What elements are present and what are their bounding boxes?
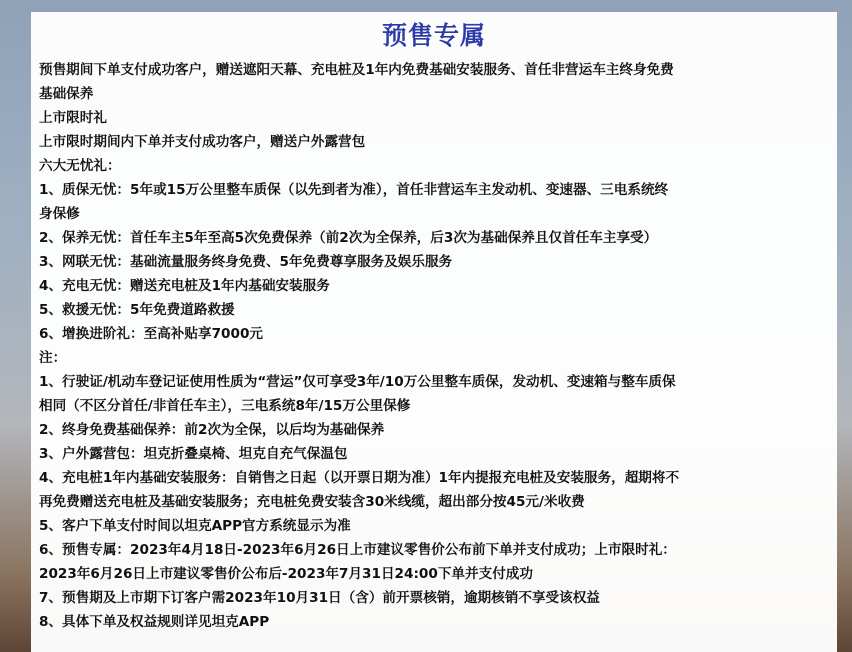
text-line: 4、充电无忧：赠送充电桩及1年内基础安装服务 — [39, 278, 330, 294]
section-heading: 六大无忧礼： — [39, 158, 121, 174]
text-line: 3、网联无忧：基础流量服务终身免费、5年免费尊享服务及娱乐服务 — [39, 254, 453, 270]
text-line: 上市限时期间内下单并支付成功客户，赠送户外露营包 — [39, 134, 366, 150]
text-line: 5、救援无忧：5年免费道路救援 — [39, 302, 235, 318]
text-line: 基础保养 — [39, 86, 94, 102]
section-heading: 上市限时礼 — [39, 110, 107, 126]
text-line: 3、户外露营包：坦克折叠桌椅、坦克自充气保温包 — [39, 446, 348, 462]
page-title: 预售专属 — [381, 21, 486, 50]
text-line: 7、预售期及上市期下订客户需2023年10月31日（含）前开票核销，逾期核销不享受该权益 — [39, 590, 600, 606]
text-line: 相同（不区分首任/非首任车主），三电系统8年/15万公里保修 — [39, 398, 411, 414]
text-line: 预售期间下单支付成功客户，赠送遮阳天幕、充电桩及1年内免费基础安装服务、首任非营运车主终身免费 — [39, 62, 674, 78]
text-line: 4、充电桩1年内基础安装服务：自销售之日起（以开票日期为准）1年内提报充电桩及安装服务，超期将不 — [39, 470, 680, 486]
text-line: 1、行驶证/机动车登记证使用性质为“营运”仅可享受3年/10万公里整车质保，发动机、变速箱与整车质保 — [39, 374, 676, 390]
text-line: 再免费赠送充电桩及基础安装服务；充电桩免费安装含30米线缆，超出部分按45元/米收费 — [39, 494, 585, 510]
promo-panel — [31, 12, 837, 652]
text-line: 6、预售专属：2023年4月18日-2023年6月26日上市建议零售价公布前下单并支付成功；上市限时礼： — [39, 542, 676, 558]
text-line: 2、终身免费基础保养：前2次为全保，以后均为基础保养 — [39, 422, 385, 438]
text-line: 5、客户下单支付时间以坦克APP官方系统显示为准 — [39, 518, 351, 534]
text-line: 1、质保无忧：5年或15万公里整车质保（以先到者为准），首任非营运车主发动机、变速器、三电系统终 — [39, 182, 669, 198]
section-heading: 注： — [39, 350, 67, 366]
text-line: 2、保养无忧：首任车主5年至高5次免费保养（前2次为全保养，后3次为基础保养且仅首任车主享受） — [39, 230, 658, 246]
text-line: 8、具体下单及权益规则详见坦克APP — [39, 614, 270, 630]
text-line: 6、增换进阶礼：至高补贴享7000元 — [39, 326, 264, 342]
promo-text-lines — [39, 58, 829, 634]
text-line: 2023年6月26日上市建议零售价公布后-2023年7月31日24:00下单并支付成功 — [39, 566, 533, 582]
text-line: 身保修 — [39, 206, 80, 222]
